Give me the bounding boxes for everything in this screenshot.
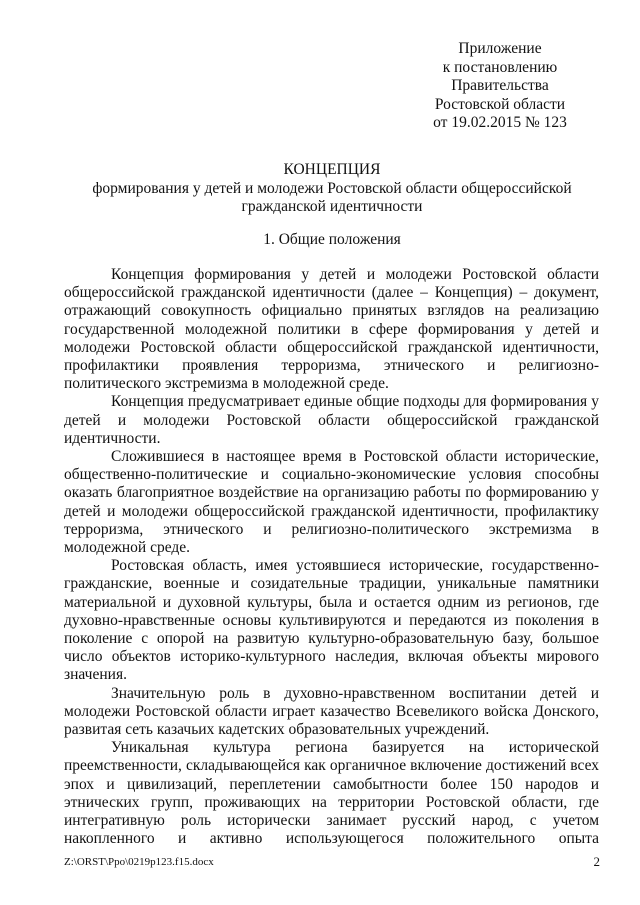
page-number: 2 bbox=[593, 854, 600, 869]
paragraph: Концепция формирования у детей и молодежи Ростовской области общероссийской гражданской идентичности (далее – Концепция) – документ, отражающий совокупность официально принятых взглядов на реализацию государственной молодежной политики в сфере формирования у детей и молодежи Ростовской области общероссийской гражданской идентичности, профилактики проявления терроризма, этнического и религиозно-политического экстремизма в молодежной среде. bbox=[64, 266, 599, 393]
paragraph: Уникальная культура региона базируется на исторической преемственности, складывающейся как органичное включение достижений всех эпох и цивилизаций, переплетении самобытности более 150 народов и этнических групп, проживающих на территории Ростовской области, где интегративную роль исторически занимает русский народ, с учетом накопленного и активно использующегося положительного опыта bbox=[64, 739, 599, 848]
appendix-line: к постановлению bbox=[442, 58, 558, 76]
appendix-line: Приложение bbox=[458, 40, 542, 57]
appendix-line: Ростовской области bbox=[434, 95, 566, 113]
appendix-block bbox=[400, 40, 600, 133]
document-subtitle-line: формирования у детей и молодежи Ростовской области общероссийской bbox=[92, 179, 572, 197]
footer-file-path: Z:\ORST\Ppo\0219p123.f15.docx bbox=[64, 856, 214, 868]
appendix-line: Правительства bbox=[451, 77, 549, 94]
document-subtitle-line: гражданской идентичности bbox=[241, 198, 423, 215]
paragraph: Значительную роль в духовно-нравственном воспитании детей и молодежи Ростовской области играет казачество Всевеликого войска Донского, развитая сеть казачьих кадетских образовательных учреждений. bbox=[64, 684, 599, 739]
document-title-block bbox=[64, 161, 600, 217]
section-heading: 1. Общие положения bbox=[263, 231, 401, 248]
paragraph: Ростовская область, имея устоявшиеся исторические, государственно-гражданские, военные и созидательные традиции, уникальные памятники материальной и духовной культуры, была и остается одним из регионов, где духовно-нравственные основы культивируются и передаются из поколения в поколение с опорой на развитую культурно-образовательную базу, большое число объектов историко-культурного наследия, включая объекты мирового значения. bbox=[64, 557, 599, 684]
paragraph: Сложившиеся в настоящее время в Ростовской области исторические, общественно-политические и социально-экономические условия способны оказать благоприятное воздействие на организацию работы по формированию у детей и молодежи общероссийской гражданской идентичности, профилактику терроризма, этнического и религиозно-политического экстремизма в молодежной среде. bbox=[64, 448, 599, 557]
appendix-line: от 19.02.2015 № 123 bbox=[433, 114, 567, 131]
paragraph: Концепция предусматривает единые общие подходы для формирования у детей и молодежи Ростовской области общероссийской гражданской идентичности. bbox=[64, 393, 599, 447]
body-text bbox=[64, 266, 599, 849]
document-title: КОНЦЕПЦИЯ bbox=[283, 161, 381, 178]
